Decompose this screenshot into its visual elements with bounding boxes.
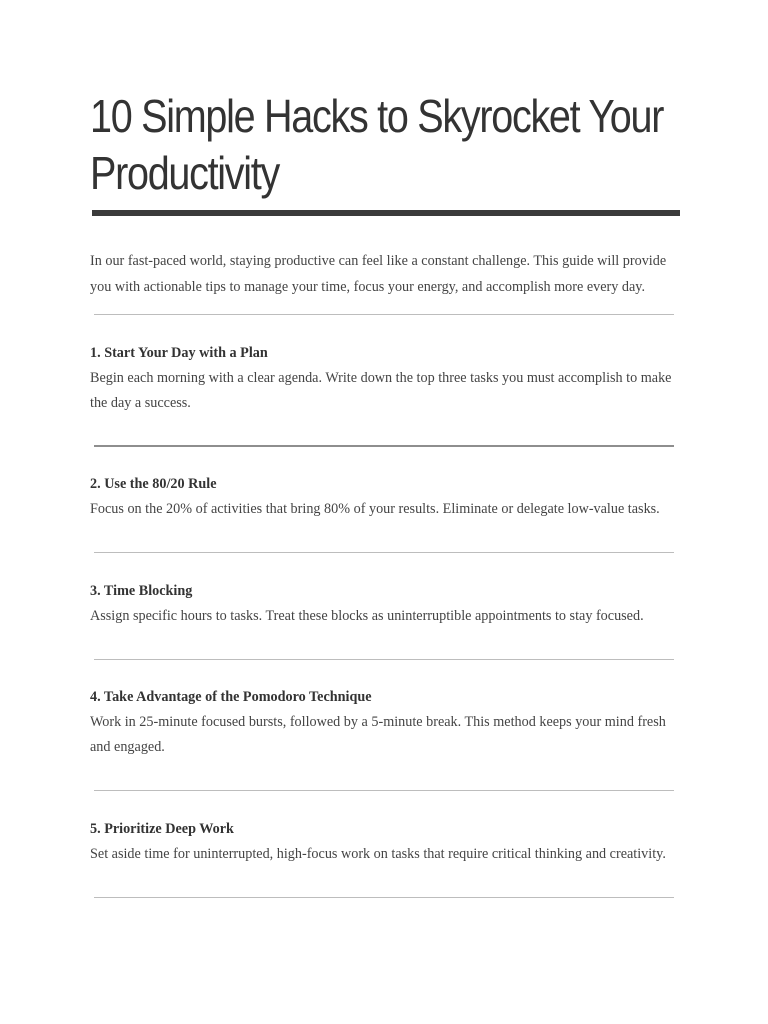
section-1 (90, 342, 680, 416)
section-body: Set aside time for uninterrupted, high-focus work on tasks that require critical thinking and creativity. (90, 846, 666, 862)
section-heading: 1. Start Your Day with a Plan (90, 345, 268, 361)
section-divider (94, 552, 674, 553)
section-5 (90, 818, 680, 867)
section-2 (90, 473, 680, 522)
section-3 (90, 580, 680, 629)
intro-paragraph: In our fast-paced world, staying productive can feel like a constant challenge. This guide will provide you with actionable tips to manage your time, focus your energy, and accomplish more every day. (90, 253, 667, 295)
section-heading: 4. Take Advantage of the Pomodoro Technique (90, 689, 372, 705)
section-divider (94, 314, 674, 315)
section-4 (90, 686, 680, 760)
section-heading: 3. Time Blocking (90, 583, 193, 599)
section-body: Begin each morning with a clear agenda. Write down the top three tasks you must accomplish to make the day a success. (90, 370, 672, 411)
section-body: Focus on the 20% of activities that bring 80% of your results. Eliminate or delegate low-value tasks. (90, 501, 660, 517)
section-divider (94, 659, 674, 660)
section-divider (94, 445, 674, 447)
section-heading: 5. Prioritize Deep Work (90, 821, 234, 837)
section-heading: 2. Use the 80/20 Rule (90, 476, 217, 492)
section-body: Work in 25-minute focused bursts, followed by a 5-minute break. This method keeps your mind fresh and engaged. (90, 714, 666, 755)
title-divider (92, 210, 680, 216)
section-body: Assign specific hours to tasks. Treat these blocks as uninterruptible appointments to stay focused. (90, 608, 644, 624)
page-title: 10 Simple Hacks to Skyrocket Your Productivity (90, 90, 664, 199)
section-divider (94, 790, 674, 791)
section-divider (94, 897, 674, 898)
